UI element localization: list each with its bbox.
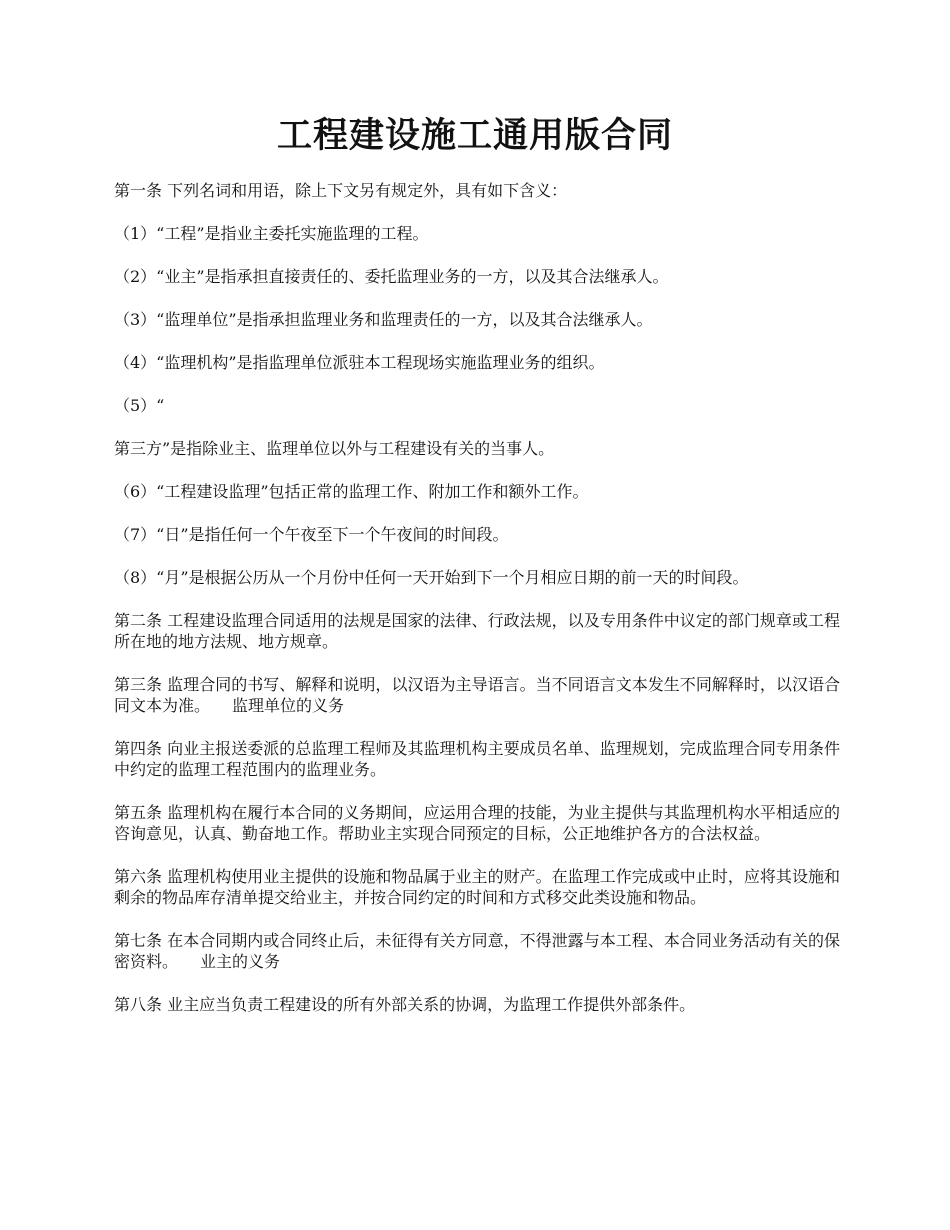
paragraph-definition-5 [114,395,840,416]
paragraph-text: 第三条 监理合同的书写、解释和说明，以汉语为主导语言。当不同语言文本发生不同解释时，以汉语合同文本为准。 [114,675,840,715]
paragraph-text: （7）“日”是指任何一个午夜至下一个午夜间的时间段。 [114,525,509,544]
paragraph-text: 第四条 向业主报送委派的总监理工程师及其监理机构主要成员名单、监理规划，完成监理合同专用条件中约定的监理工程范围内的监理业务。 [114,739,840,779]
section-heading-supervisor-duties: 监理单位的义务 [232,696,345,715]
paragraph-text: （6）“工程建设监理”包括正常的监理工作、附加工作和额外工作。 [114,482,589,501]
paragraph-article-7 [114,930,840,972]
paragraph-text: 第二条 工程建设监理合同适用的法规是国家的法律、行政法规，以及专用条件中议定的部门规章或工程所在地的地方法规、地方规章。 [114,611,840,651]
paragraph-article-3 [114,674,840,716]
paragraph-definition-4 [114,352,840,373]
paragraph-text: （1）“工程”是指业主委托实施监理的工程。 [114,224,429,243]
paragraph-text: 第八条 业主应当负责工程建设的所有外部关系的协调，为监理工作提供外部条件。 [114,995,696,1014]
paragraph-article-4 [114,738,840,780]
paragraph-definition-3 [114,309,840,330]
document-body [114,180,840,1037]
paragraph-text: 第一条 下列名词和用语，除上下文另有规定外，具有如下含义： [114,181,568,200]
paragraph-article-8 [114,994,840,1015]
paragraph-article-6 [114,866,840,908]
paragraph-text: （2）“业主”是指承担直接责任的、委托监理业务的一方，以及其合法继承人。 [114,267,669,286]
paragraph-definition-7 [114,524,840,545]
paragraph-article-1 [114,180,840,201]
paragraph-text: 第三方”是指除业主、监理单位以外与工程建设有关的当事人。 [114,439,555,458]
paragraph-text: （8）“月”是根据公历从一个月份中任何一天开始到下一个月相应日期的前一天的时间段。 [114,568,749,587]
paragraph-third-party [114,438,840,459]
paragraph-text: 第六条 监理机构使用业主提供的设施和物品属于业主的财产。在监理工作完成或中止时，应将其设施和剩余的物品库存清单提交给业主，并按合同约定的时间和方式移交此类设施和物品。 [114,867,840,907]
document-title: 工程建设施工通用版合同 [276,115,673,156]
paragraph-article-2 [114,610,840,652]
paragraph-definition-2 [114,266,840,287]
paragraph-text: 第七条 在本合同期内或合同终止后，未征得有关方同意，不得泄露与本工程、本合同业务活动有关的保密资料。 [114,931,840,971]
paragraph-text: 第五条 监理机构在履行本合同的义务期间，应运用合理的技能，为业主提供与其监理机构水平相适应的咨询意见，认真、勤奋地工作。帮助业主实现合同预定的目标，公正地维护各方的合法权益。 [114,803,840,843]
paragraph-article-5 [114,802,840,844]
paragraph-text: （5）“ [114,396,165,415]
paragraph-text: （3）“监理单位”是指承担监理业务和监理责任的一方，以及其合法继承人。 [114,310,653,329]
paragraph-text: （4）“监理机构”是指监理单位派驻本工程现场实施监理业务的组织。 [114,353,605,372]
paragraph-definition-1 [114,223,840,244]
section-heading-owner-duties: 业主的义务 [200,952,281,971]
paragraph-definition-6 [114,481,840,502]
paragraph-definition-8 [114,567,840,588]
